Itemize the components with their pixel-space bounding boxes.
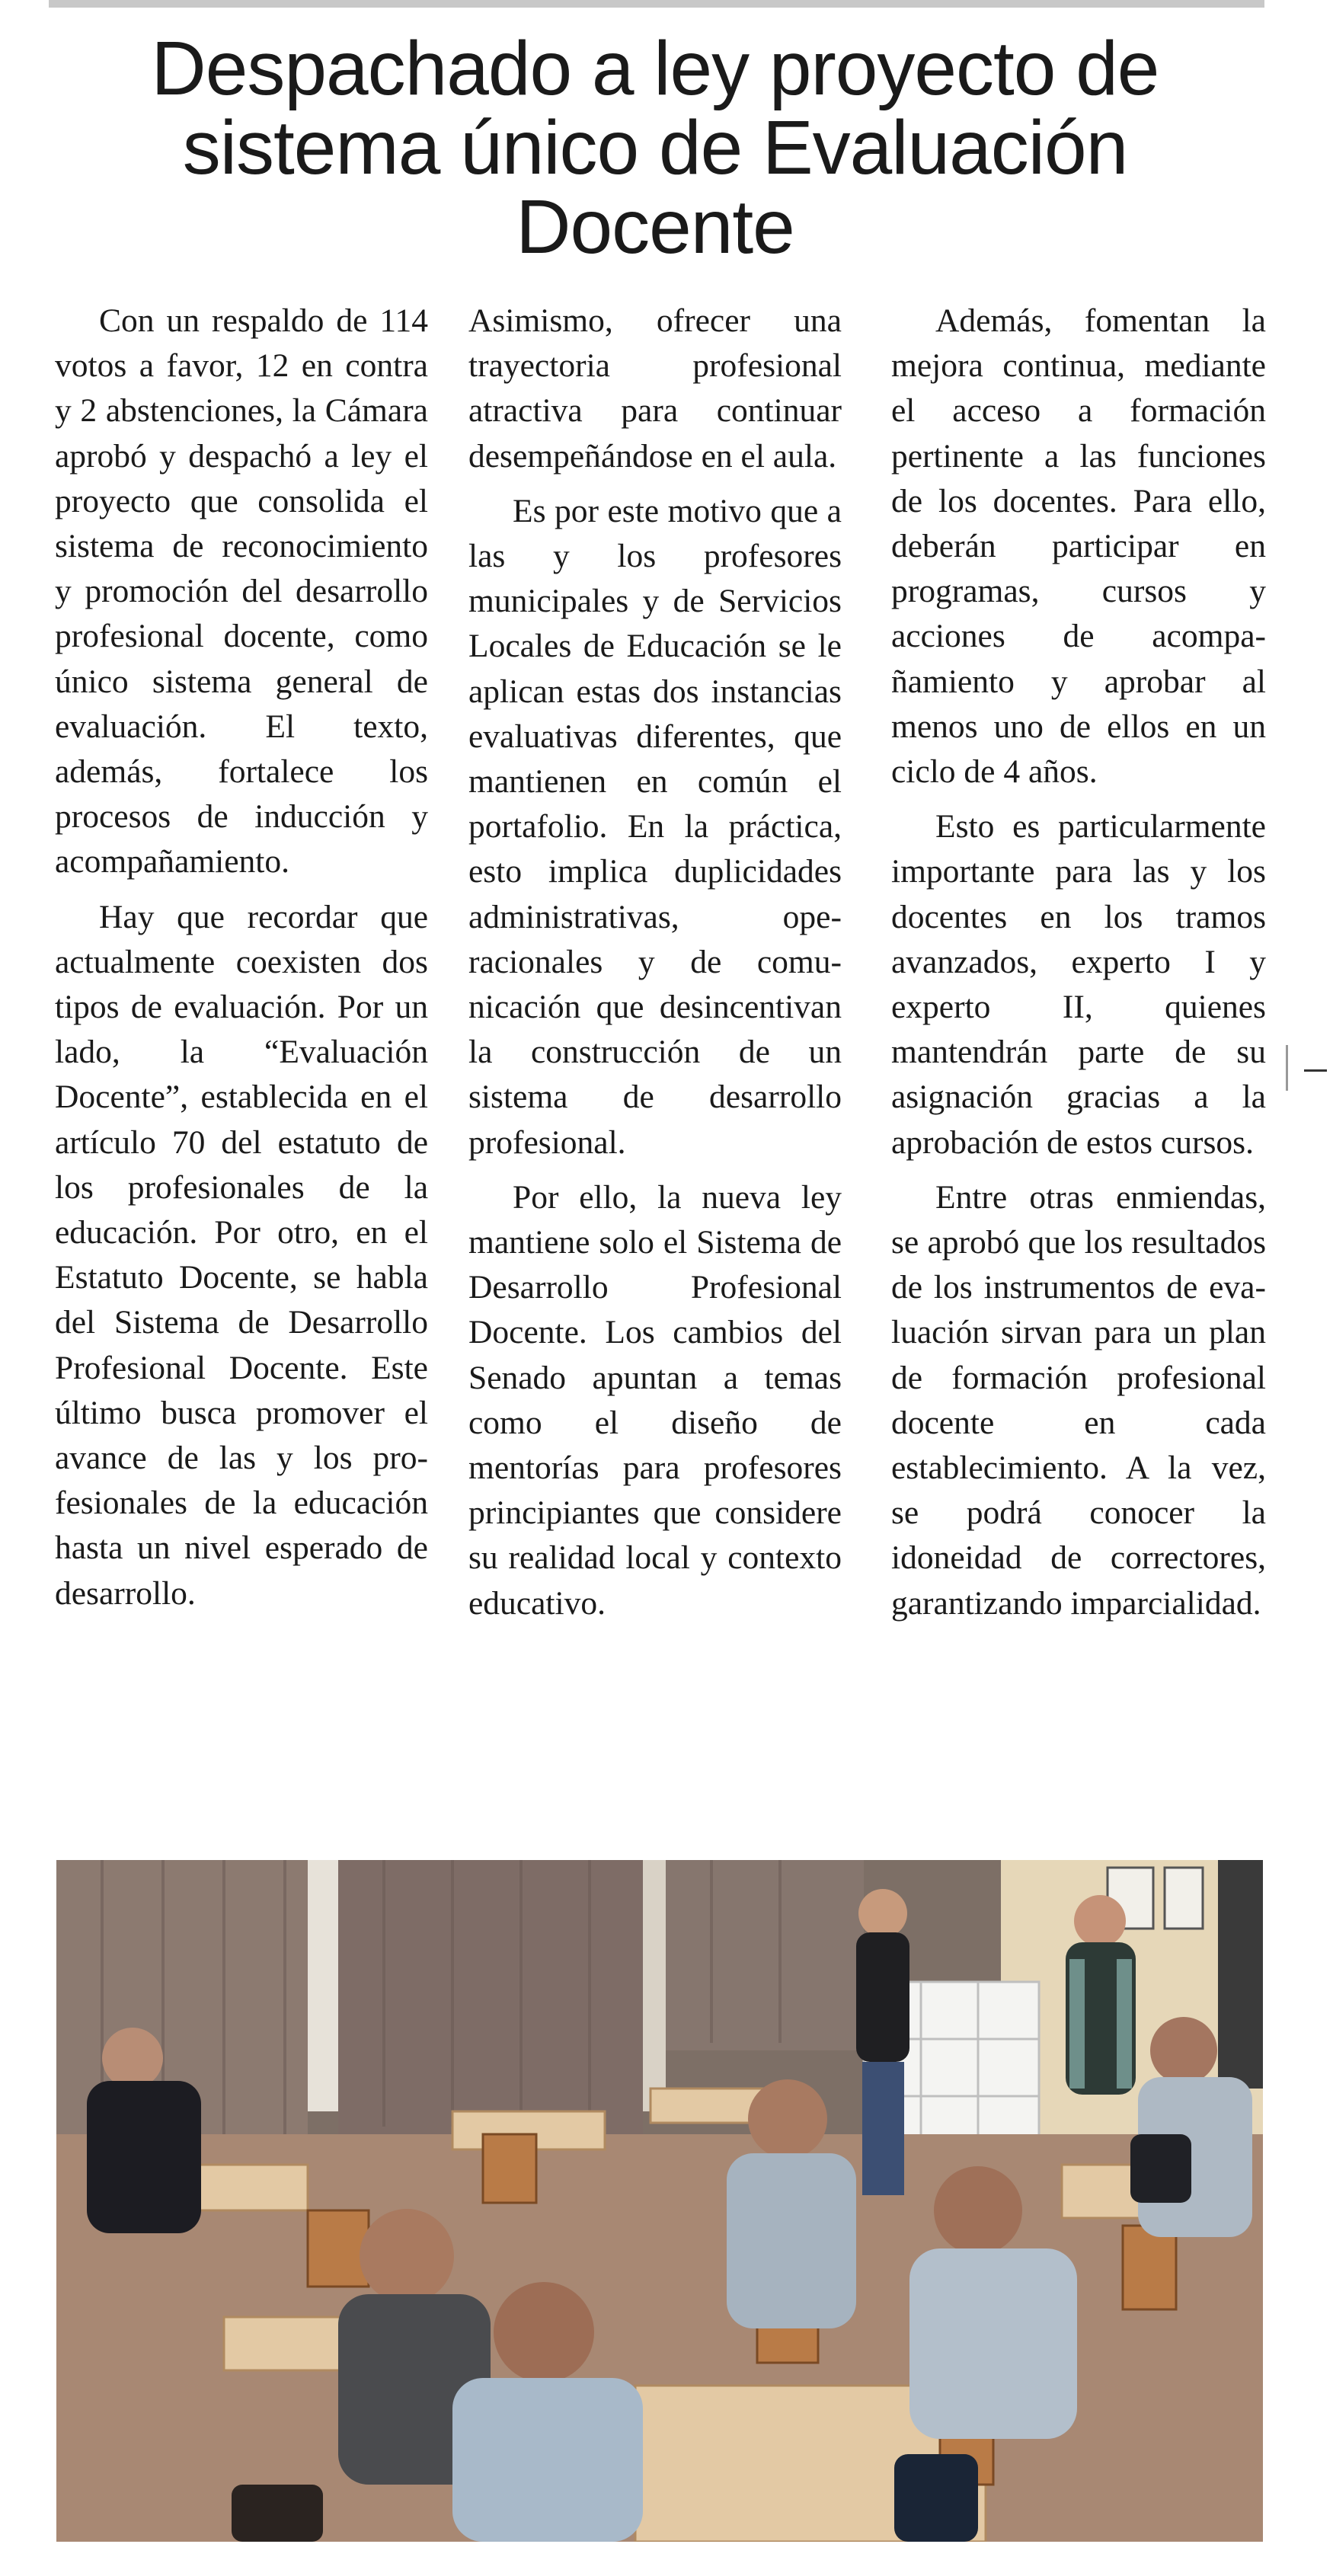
paragraph: Es por este motivo que a las y los profesores municipales y de Servicios Locales de Educación se le aplican estas dos instancias evaluativas diferentes, que mantienen en común el portafolio. En la práctica, esto implica duplicidades administrativas, operacionales y de comunicación que desincentivan la construcción de un sistema de desarrollo profesional. [468, 492, 842, 1161]
top-rule [49, 0, 1264, 8]
paragraph: Entre otras enmiendas, se aprobó que los resultados de los instrumentos de evaluación sirvan para un plan de formación profesional docente en cada establecimiento. A la vez, se podrá conocer la idoneidad de correctores, garantizando imparcialidad. [891, 1178, 1266, 1622]
paragraph: Con un respaldo de 114 votos a favor, 12 en contra y 2 abstenciones, la Cámara aprobó y despachó a ley el proyecto que consolida el sistema de reconocimiento y promoción del desarrollo profesional docente, como único sistema general de evaluación. El texto, además, fortalece los procesos de inducción y acompañamiento. [55, 302, 428, 881]
text-column-1 [55, 299, 428, 1626]
classroom-photo [56, 1860, 1263, 2542]
paragraph: Hay que recordar que actualmente coexisten dos tipos de evaluación. Por un lado, la “Evaluación Docente”, establecida en el artículo 70 del estatuto de los profesionales de la educación. Por otro, en el Estatuto Docente, se habla del Sistema de Desarrollo Profesional Docente. Este último busca promover el avance de las y los profesionales de la educación hasta un nivel esperado de desarrollo. [55, 898, 428, 1612]
paragraph: Por ello, la nueva ley mantiene solo el Sistema de Desarrollo Profesional Docente. Los cambios del Senado apuntan a temas como el diseño de mentorías para profesores principiantes que considere su realidad local y contexto educativo. [468, 1178, 842, 1622]
margin-tick [1304, 1069, 1327, 1072]
paragraph: Asimismo, ofrecer una trayectoria profesional atractiva para continuar desempeñándose en el aula. [468, 302, 842, 475]
margin-rule [1286, 1045, 1288, 1091]
article-headline: Despachado a ley proyecto de sistema único de Evaluación Docente [151, 26, 1159, 270]
text-column-3 [891, 299, 1266, 1636]
paragraph: Esto es particularmente importante para las y los docentes en los tramos avanzados, experto I y experto II, quienes mantendrán parte de su asignación gracias a la aprobación de estos cursos. [891, 808, 1266, 1161]
text-column-2 [468, 299, 842, 1636]
paragraph: Además, fomentan la mejora continua, mediante el acceso a formación pertinente a las funciones de los docentes. Para ello, deberán participar en programas, cursos y acciones de acompañamiento y aprobar al menos uno de ellos en un ciclo de 4 años. [891, 302, 1266, 791]
